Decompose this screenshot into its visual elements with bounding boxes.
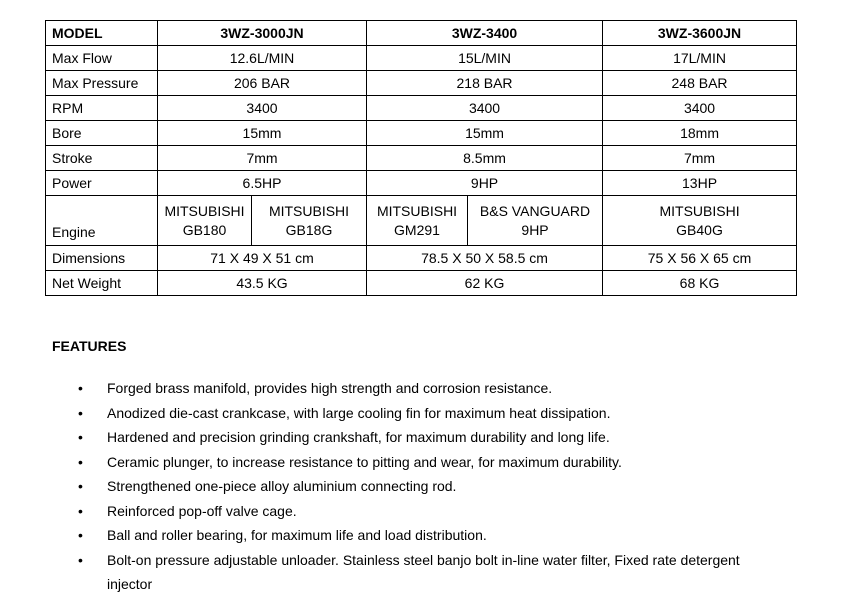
header-label: MODEL	[46, 21, 158, 46]
row-label: Stroke	[46, 146, 158, 171]
table-cell: 15mm	[158, 121, 367, 146]
table-cell: 8.5mm	[367, 146, 603, 171]
bullet-icon: •	[78, 551, 83, 568]
table-row	[46, 121, 797, 146]
table-cell: 43.5 KG	[158, 271, 367, 296]
features-list	[78, 376, 778, 597]
model-1-header: 3WZ-3000JN	[158, 21, 367, 46]
table-row	[46, 46, 797, 71]
table-cell: 7mm	[158, 146, 367, 171]
table-cell: 71 X 49 X 51 cm	[158, 246, 367, 271]
table-cell: 218 BAR	[367, 71, 603, 96]
table-cell: 15L/MIN	[367, 46, 603, 71]
list-item: • Reinforced pop-off valve cage.	[78, 499, 778, 524]
table-cell: 18mm	[603, 121, 797, 146]
model-3-header: 3WZ-3600JN	[603, 21, 797, 46]
row-label: RPM	[46, 96, 158, 121]
row-label: Engine	[46, 196, 158, 246]
bullet-icon: •	[78, 527, 83, 543]
row-label: Max Flow	[46, 46, 158, 71]
table-cell: 3400	[158, 96, 367, 121]
table-cell: 13HP	[603, 171, 797, 196]
table-cell: 75 X 56 X 65 cm	[603, 246, 797, 271]
engine-option: MITSUBISHI GM291	[367, 196, 468, 246]
table-row	[46, 146, 797, 171]
table-cell: 248 BAR	[603, 71, 797, 96]
engine-option: MITSUBISHI GB18G	[252, 196, 367, 246]
list-item: • Anodized die-cast crankcase, with large cooling fin for maximum heat dissipation.	[78, 401, 778, 426]
list-item: • Strengthened one-piece alloy aluminium connecting rod.	[78, 474, 778, 499]
table-row	[46, 71, 797, 96]
bullet-icon: •	[78, 478, 83, 494]
bullet-icon: •	[78, 453, 83, 470]
table-cell: 9HP	[367, 171, 603, 196]
row-label: Dimensions	[46, 246, 158, 271]
bullet-icon: •	[78, 429, 83, 445]
table-header-row	[46, 21, 797, 46]
table-row	[46, 96, 797, 121]
table-cell: 15mm	[367, 121, 603, 146]
table-cell: 62 KG	[367, 271, 603, 296]
list-item: • Hardened and precision grinding crankshaft, for maximum durability and long life.	[78, 425, 778, 450]
table-cell: 12.6L/MIN	[158, 46, 367, 71]
table-row	[46, 271, 797, 296]
engine-option: MITSUBISHI GB180	[158, 196, 252, 246]
list-item: • Forged brass manifold, provides high strength and corrosion resistance.	[78, 376, 778, 401]
table-cell: 68 KG	[603, 271, 797, 296]
engine-row	[46, 196, 797, 246]
row-label: Net Weight	[46, 271, 158, 296]
features-heading: FEATURES	[52, 338, 127, 354]
list-item: • Ball and roller bearing, for maximum life and load distribution.	[78, 523, 778, 548]
row-label: Power	[46, 171, 158, 196]
engine-option: MITSUBISHI GB40G	[603, 196, 797, 246]
bullet-icon: •	[78, 380, 83, 396]
bullet-icon: •	[78, 502, 83, 519]
table-cell: 3400	[367, 96, 603, 121]
bullet-icon: •	[78, 404, 83, 421]
table-cell: 206 BAR	[158, 71, 367, 96]
list-item: • Bolt-on pressure adjustable unloader. Stainless steel banjo bolt in-line water filter, Fixed rate detergent injector	[78, 548, 778, 597]
model-2-header: 3WZ-3400	[367, 21, 603, 46]
table-cell: 3400	[603, 96, 797, 121]
table-row	[46, 171, 797, 196]
row-label: Max Pressure	[46, 71, 158, 96]
table-cell: 17L/MIN	[603, 46, 797, 71]
table-row	[46, 246, 797, 271]
table-cell: 7mm	[603, 146, 797, 171]
engine-option: B&S VANGUARD 9HP	[468, 196, 603, 246]
list-item: • Ceramic plunger, to increase resistance to pitting and wear, for maximum durability.	[78, 450, 778, 475]
table-cell: 78.5 X 50 X 58.5 cm	[367, 246, 603, 271]
row-label: Bore	[46, 121, 158, 146]
spec-table	[45, 20, 797, 296]
table-cell: 6.5HP	[158, 171, 367, 196]
